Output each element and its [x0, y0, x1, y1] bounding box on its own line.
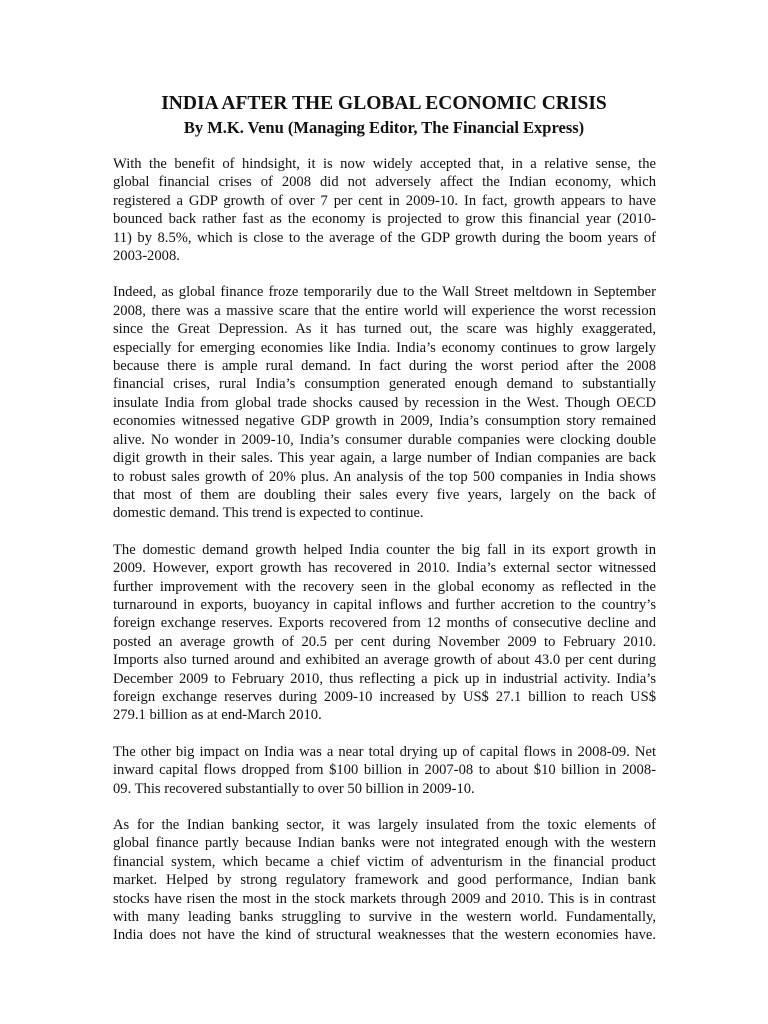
paragraph-2 [113, 283, 656, 522]
text-line: December 2009 to February 2010, thus reflecting a pick up in industrial activity. India’s [113, 670, 656, 687]
text-line: 2008, there was a massive scare that the entire world will experience the worst recession [113, 302, 656, 319]
text-line: With the benefit of hindsight, it is now widely accepted that, in a relative sense, the [113, 156, 656, 172]
document-byline: By M.K. Venu (Managing Editor, The Financial Express) [183, 118, 585, 137]
text-line: alive. No wonder in 2009-10, India’s consumer durable companies were clocking double [113, 431, 656, 448]
text-line: The other big impact on India was a near total drying up of capital flows in 2008-09. Net [113, 743, 656, 760]
text-line: 2003-2008. [113, 248, 180, 265]
text-line: to robust sales growth of 20% plus. An analysis of the top 500 companies in India shows [113, 468, 656, 485]
text-line: domestic demand. This trend is expected to continue. [113, 505, 424, 522]
text-line: registered a GDP growth of over 7 per cent in 2009-10. In fact, growth appears to have [113, 192, 656, 209]
text-line: that most of them are doubling their sales every five years, largely on the back of [113, 486, 656, 503]
text-line: with many leading banks struggling to survive in the western world. Fundamentally, [113, 909, 656, 926]
text-line: 279.1 billion as at end-March 2010. [113, 707, 322, 724]
text-line: 11) by 8.5%, which is close to the average of the GDP growth during the boom years of [113, 229, 656, 246]
text-line: turnaround in exports, buoyancy in capital inflows and further accretion to the country’s [113, 596, 656, 613]
text-line: India does not have the kind of structural weaknesses that the western economies have. [113, 927, 656, 944]
text-line: foreign exchange reserves during 2009-10 increased by US$ 27.1 billion to reach US$ [113, 688, 656, 705]
text-line: inward capital flows dropped from $100 billion in 2007-08 to about $10 billion in 2008- [113, 762, 656, 779]
text-line: The domestic demand growth helped India counter the big fall in its export growth in [113, 541, 656, 558]
text-line: especially for emerging economies like India. India’s economy continues to grow largely [113, 339, 656, 356]
text-line: foreign exchange reserves. Exports recovered from 12 months of consecutive decline and [113, 615, 656, 632]
paragraph-4 [113, 743, 656, 798]
text-line: As for the Indian banking sector, it was largely insulated from the toxic elements of [113, 817, 656, 833]
text-line: 09. This recovered substantially to over 50 billion in 2009-10. [113, 780, 475, 797]
text-line: since the Great Depression. As it has turned out, the scare was highly exaggerated, [113, 321, 656, 338]
text-line: global finance partly because Indian banks were not integrated enough with the western [113, 835, 656, 852]
text-line: stocks have risen the most in the stock markets through 2009 and 2010. This is in contrast [113, 890, 656, 907]
text-line: financial system, which became a chief victim of adventurism in the financial product [113, 853, 656, 870]
text-line: posted an average growth of 20.5 per cent during November 2009 to February 2010. [113, 633, 656, 650]
document-title: INDIA AFTER THE GLOBAL ECONOMIC CRISIS [161, 93, 607, 114]
paragraph-3 [113, 541, 656, 725]
text-line: market. Helped by strong regulatory framework and good performance, Indian bank [113, 872, 656, 889]
text-line: Imports also turned around and exhibited an average growth of about 43.0 per cent during [113, 652, 656, 669]
paragraph-1 [113, 155, 656, 265]
text-line: insulate India from global trade shocks caused by recession in the West. Though OECD [113, 394, 656, 411]
text-line: because there is ample rural demand. In fact during the worst period after the 2008 [113, 358, 656, 375]
text-line: 2009. However, export growth has recovered in 2010. India’s external sector witnessed [113, 560, 656, 577]
text-line: digit growth in their sales. This year again, a large number of Indian companies are back [113, 450, 656, 467]
text-line: global financial crises of 2008 did not adversely affect the Indian economy, which [113, 174, 656, 191]
text-line: financial crises, rural India’s consumption generated enough demand to substantially [113, 376, 656, 393]
article-body [113, 155, 656, 963]
text-line: Indeed, as global finance froze temporarily due to the Wall Street meltdown in September [113, 284, 656, 301]
paragraph-5 [113, 816, 656, 945]
text-line: economies witnessed negative GDP growth in 2009, India’s consumption story remained [113, 413, 656, 430]
text-line: bounced back rather fast as the economy is projected to grow this financial year (2010- [113, 211, 656, 228]
text-line: further improvement with the recovery seen in the global economy as reflected in the [113, 578, 656, 595]
